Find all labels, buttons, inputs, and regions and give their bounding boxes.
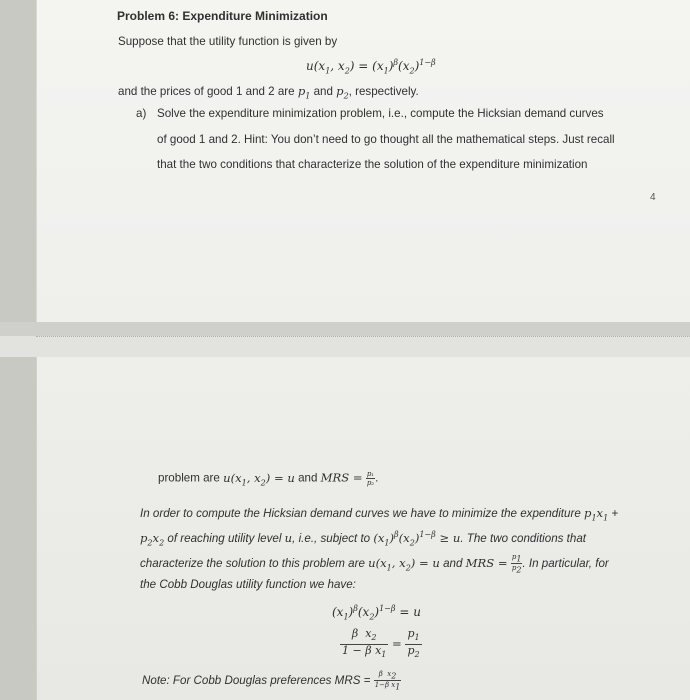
utility-formula: $u(x_1$, $x_2) = (x_1)^\beta(x_2)^{1-\beta}$ — [306, 58, 436, 76]
part-a-line2: of good 1 and 2. Hint: You don’t need to go thought all the mathematical steps. Just recall — [157, 133, 615, 146]
dotted-divider — [36, 336, 690, 337]
solution-line1: problem are $u(x_1$, $x_2) = u$ and MRS = $\frac{\text{p₁}}{\text{p₂}}$ . — [158, 470, 379, 487]
page-number: 4 — [650, 192, 656, 203]
intro-text: Suppose that the utility function is given by — [118, 35, 338, 48]
para-line4: the Cobb Douglas utility function we have: — [140, 578, 356, 591]
problem-title: Problem 6: Expenditure Minimization — [117, 9, 328, 23]
para-line3: characterize the solution to this problem are $u(x_1$, $x_2) = u$ and MRS = $\frac{p_1}{p_2}$ . In particular, for — [140, 553, 609, 575]
equation-2: $\frac{\beta x_2}{1 - \beta x_1}$ = $\frac{p_1}{p_2}$ — [342, 627, 420, 660]
page-gap — [0, 336, 690, 357]
prices-text: and the prices of good 1 and 2 are $p_1$ and $p_2$, respectively. — [118, 84, 419, 101]
part-a-line3: that the two conditions that characterize the solution of the expenditure minimization — [157, 158, 588, 171]
note-text: Note: For Cobb Douglas preferences MRS = $\frac{\beta x_2}{1-\beta x_1}$ — [142, 670, 401, 692]
para-line1: In order to compute the Hicksian demand curves we have to minimize the expenditure $p_1x_1$ + — [140, 506, 619, 523]
para-line2: $p_2x_2$ of reaching utility level u, i.e., subject to $(x_1)^\beta(x_2)^{1-\beta} \ge u$. The two conditions that — [140, 530, 586, 548]
page-separator — [0, 322, 690, 336]
equation-1: $(x_1)^\beta(x_2)^{1-\beta} = u$ — [332, 604, 421, 622]
part-a-line1: Solve the expenditure minimization problem, i.e., compute the Hicksian demand curves — [157, 107, 604, 120]
part-a-label: a) — [136, 107, 147, 120]
